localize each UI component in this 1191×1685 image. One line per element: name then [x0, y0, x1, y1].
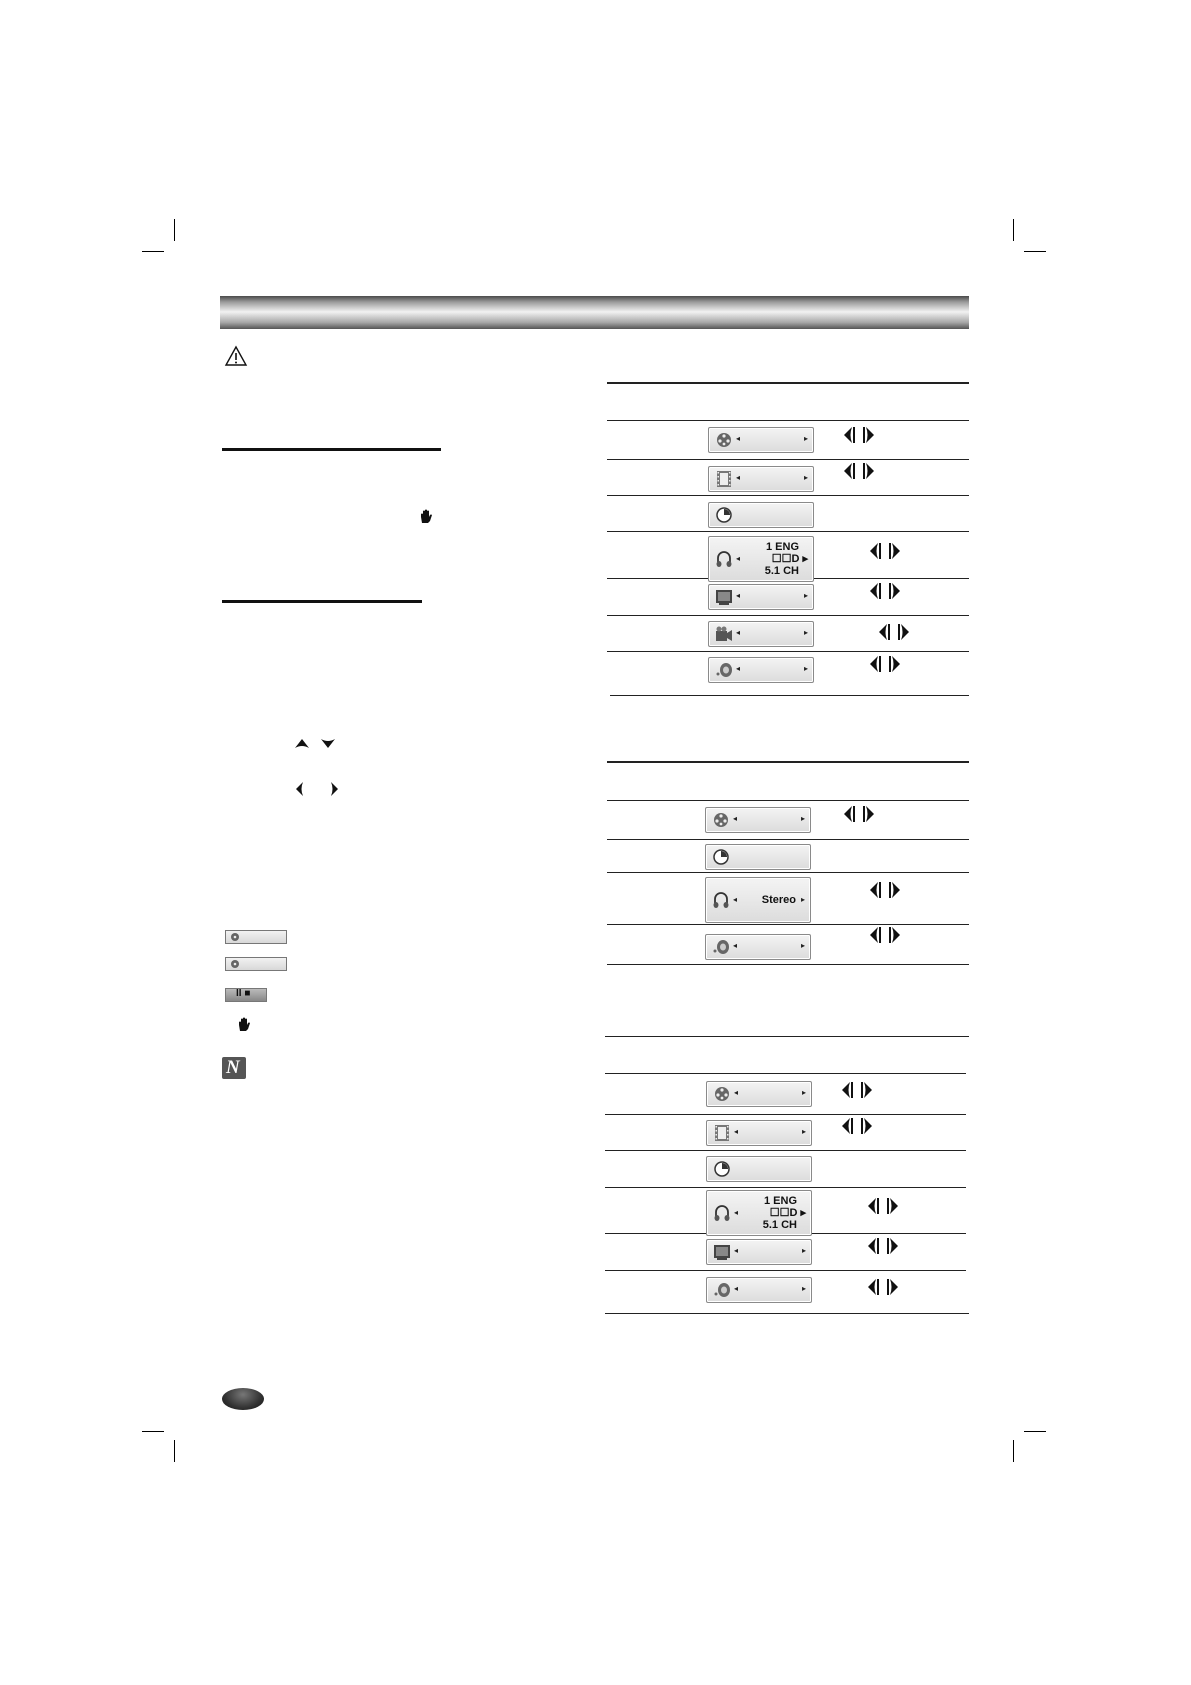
crop-mark: [1013, 219, 1014, 241]
left-arrow-icon: ◂: [734, 1284, 739, 1293]
table-rule: [605, 1313, 969, 1314]
left-arrow-icon: ◂: [736, 591, 741, 600]
left-right-button-icon: [867, 880, 905, 900]
left-right-button-icon: [867, 925, 905, 945]
clock-icon: [715, 506, 733, 524]
osd-sound-item: [705, 934, 811, 960]
osd-title-item: [706, 1081, 812, 1107]
table-rule: [607, 382, 969, 384]
right-arrow-icon: ▸: [803, 628, 808, 637]
headphones-audio-icon: [712, 891, 730, 909]
left-right-button-icon: [865, 1236, 903, 1256]
right-arrow-icon: ▸: [803, 434, 808, 443]
table-rule: [607, 531, 969, 532]
table-rule: [605, 1114, 966, 1115]
disc-icon: [715, 431, 733, 449]
clock-icon: [712, 848, 730, 866]
osd-track-item: [705, 807, 811, 833]
table-rule: [610, 695, 969, 696]
right-arrow-icon: ▸: [801, 1284, 806, 1293]
table-rule: [607, 459, 969, 460]
audio-channels: 5.1 CH: [762, 1219, 797, 1231]
osd-bar: [225, 930, 287, 944]
speaker-sound-icon: [715, 661, 733, 679]
audio-format: ☐☐D ▸: [771, 553, 808, 565]
left-arrow-icon: ◂: [736, 554, 741, 563]
table-rule: [605, 1150, 966, 1151]
left-right-button-icon: [839, 1116, 877, 1136]
section-rule: [222, 600, 422, 603]
osd-sound-item: [708, 657, 814, 683]
left-right-button-icon: [839, 1080, 877, 1100]
disc-icon: [713, 1085, 731, 1103]
right-arrow-icon: ▸: [801, 1246, 806, 1255]
osd-audio-item: [708, 536, 814, 582]
crop-mark: [174, 219, 175, 241]
clock-icon: [713, 1160, 731, 1178]
left-arrow-icon: ◂: [733, 941, 738, 950]
osd-audio-item: [706, 1190, 812, 1236]
pause-stop-label: II ■: [236, 988, 251, 999]
hand-prohibited-icon: [237, 1017, 251, 1032]
disc-icon: [712, 811, 730, 829]
table-rule: [607, 761, 969, 763]
left-arrow-icon: ◂: [736, 628, 741, 637]
table-rule: [607, 839, 969, 840]
table-rule: [607, 420, 969, 421]
note-icon: N: [222, 1057, 246, 1079]
left-right-button-icon: [867, 654, 905, 674]
speaker-sound-icon: [713, 1281, 731, 1299]
table-rule: [607, 872, 969, 873]
left-arrow-icon: ◂: [736, 664, 741, 673]
right-arrow-icon: ▸: [801, 1088, 806, 1097]
osd-time-item: [706, 1156, 812, 1182]
left-arrow-icon: ◂: [733, 814, 738, 823]
left-right-button-icon: [876, 622, 914, 642]
osd-subtitle-item: [706, 1239, 812, 1265]
osd-time-item: [708, 502, 814, 528]
osd-bar: [225, 957, 287, 971]
left-right-button-icon: [865, 1277, 903, 1297]
right-arrow-icon: ▸: [800, 941, 805, 950]
left-arrow-icon: ◂: [736, 434, 741, 443]
right-arrow-icon: ▸: [800, 895, 805, 904]
headphones-audio-icon: [713, 1204, 731, 1222]
left-right-button-icon: [841, 425, 879, 445]
osd-chapter-item: [706, 1120, 812, 1146]
left-right-button-icon: [841, 461, 879, 481]
osd-audio-item: [705, 877, 811, 923]
left-arrow-icon: ◂: [733, 895, 738, 904]
left-right-button-icon: [841, 804, 879, 824]
right-arrow-icon: ▸: [801, 1127, 806, 1136]
up-down-arrow-icon: [293, 736, 343, 750]
film-icon: [715, 470, 733, 488]
left-right-arrow-icon: [293, 780, 343, 798]
disc-icon: [230, 959, 240, 969]
page-number-tab: [222, 1388, 264, 1410]
osd-sound-item: [706, 1277, 812, 1303]
right-arrow-icon: ▸: [800, 814, 805, 823]
table-rule: [607, 924, 969, 925]
left-arrow-icon: ◂: [734, 1127, 739, 1136]
table-rule: [607, 495, 969, 496]
left-arrow-icon: ◂: [734, 1088, 739, 1097]
disc-icon: [230, 932, 240, 942]
audio-channels: 5.1 CH: [764, 565, 799, 577]
left-right-button-icon: [867, 541, 905, 561]
audio-language: 1 ENG: [763, 1195, 797, 1207]
crop-mark: [1024, 1431, 1046, 1432]
camera-angle-icon: [715, 625, 733, 643]
left-arrow-icon: ◂: [734, 1208, 739, 1217]
table-rule: [605, 1187, 966, 1188]
crop-mark: [142, 251, 164, 252]
audio-format: ☐☐D ▸: [769, 1207, 806, 1219]
crop-mark: [142, 1431, 164, 1432]
table-rule: [607, 615, 969, 616]
table-rule: [605, 1036, 969, 1037]
speaker-sound-icon: [712, 938, 730, 956]
table-rule: [607, 800, 969, 801]
osd-title-item: [708, 427, 814, 453]
left-arrow-icon: ◂: [736, 473, 741, 482]
table-rule: [605, 1270, 966, 1271]
osd-chapter-item: [708, 466, 814, 492]
hand-prohibited-icon: [419, 509, 433, 524]
crop-mark: [1024, 251, 1046, 252]
right-arrow-icon: ▸: [803, 664, 808, 673]
audio-mode: Stereo: [761, 894, 796, 906]
table-rule: [605, 1073, 966, 1074]
left-right-button-icon: [867, 581, 905, 601]
audio-language: 1 ENG: [765, 541, 799, 553]
right-arrow-icon: ▸: [803, 591, 808, 600]
pause-stop-bar: [225, 988, 267, 1002]
right-arrow-icon: ▸: [803, 473, 808, 482]
osd-angle-item: [708, 621, 814, 647]
subtitle-screen-icon: [713, 1243, 731, 1261]
warning-triangle-icon: [224, 345, 248, 367]
section-header-bar: [220, 296, 969, 329]
section-rule: [222, 448, 441, 451]
film-icon: [713, 1124, 731, 1142]
table-rule: [607, 651, 969, 652]
crop-mark: [1013, 1440, 1014, 1462]
left-right-button-icon: [865, 1196, 903, 1216]
subtitle-screen-icon: [715, 588, 733, 606]
osd-time-item: [705, 844, 811, 870]
table-rule: [607, 964, 969, 965]
osd-subtitle-item: [708, 584, 814, 610]
headphones-audio-icon: [715, 550, 733, 568]
left-arrow-icon: ◂: [734, 1246, 739, 1255]
crop-mark: [174, 1440, 175, 1462]
